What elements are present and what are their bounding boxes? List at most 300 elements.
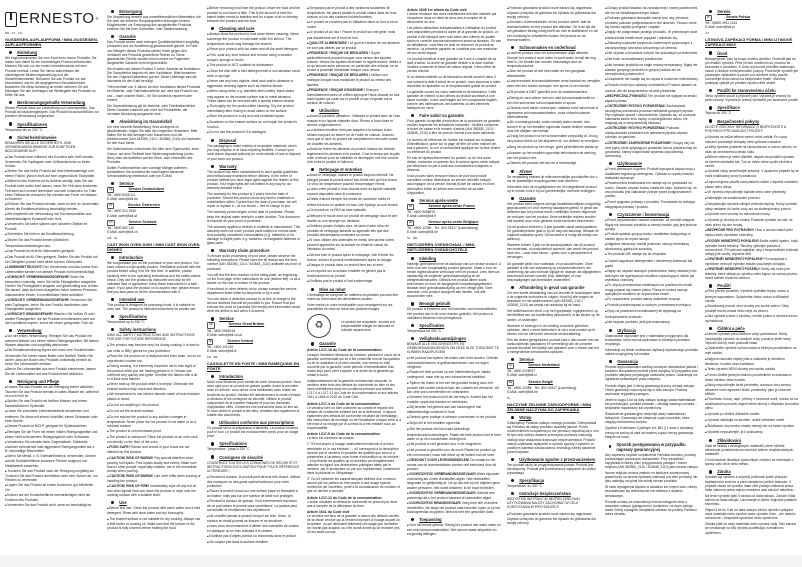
bullet-item: ■ When using metal, e.g. stainless steel cutlery, black stains may appear on the enamel surface due to metal abrasion. These stains can be removed with a special enamel cleaner. — [207, 89, 301, 102]
bullet-item: ■ Pendant la cuisson, le produit peut devenir très chaud. Utilisez des maniques ou des gants spécial barbecue pour votre protection. — [207, 475, 301, 488]
language-codes: DE · AT · CH — [5, 31, 23, 35]
bullet-item: ■ Tento výrobek NENÍ vhodný pro myčku nádobí. — [705, 367, 799, 372]
paragraph: Wanneer binnen 3 jaar na de aankoopdatum van dit product een materiaal- of productiefout optreedt, dan wordt het product door ons – naar onze keuze – gratis voor u gerepareerd of vervangen. — [507, 243, 599, 260]
service-phone: Tel.: 1800 101010 — [207, 344, 234, 349]
column-gb-fr — [207, 6, 301, 561]
heading-warranty: Garantie — [507, 196, 601, 201]
page-bottom-margin — [0, 555, 802, 567]
bullet-item: ■ Gebruik nooit harde voorwerpen, staalwol en/of schurende of agressieve schoonmaakmiddelen, zoals chloorhoudende bleekmiddelen. — [507, 106, 601, 119]
warning-label: OSTROŻNIE! RYZYKO POPARZENIA! — [607, 126, 666, 131]
bullet-item: ■ Produkt może być używany w piekarniku! Produkt ustawić na ruszcie, ale nie bezpośrednio na dnie piekarnika. — [605, 83, 699, 92]
bullet-item: ■ Výrobek po čištění důkladně osušte. — [705, 412, 799, 417]
section-title-cz: LITINOVÁ ZAPÉKACÍ FORMA / MINI LITINOVÉ ZAPÉKACÍ MISY — [705, 37, 793, 47]
warning-item — [407, 491, 501, 500]
warning-item — [705, 228, 799, 237]
bullet-item: ■ Lösen Sie eventuelle Lebensmittelreste einweichen und entfernen Sie diese mit einem Holzlöffel, einem Schwamm oder einer Bürste. — [5, 409, 99, 422]
service-email: E-Mail: owim@lidl.pl — [705, 25, 735, 30]
country-flag-icon: FR — [407, 204, 414, 210]
bullet-item: ■ Verwenden Sie das Produkt nicht, wenn es beschädigt ist. — [5, 503, 99, 508]
bullet-icon — [211, 375, 214, 378]
bullet-item: ■ Rysy na powierzchni emaliowanej nie wpływają na funkcjonowanie produktu. — [605, 309, 699, 318]
bullet-icon — [709, 10, 712, 13]
bullet-item: ■ Trocknen Sie das Produkt nach der Reinigung sorgfältig ab. Trocknen Sie das Produkt unmittelbar nach dem Spülen ab, um Flecken zu vermeiden. — [5, 469, 99, 482]
heading-intended-use: Użytkowanie zgodne z przeznaczeniem — [507, 457, 601, 462]
heading-intro: Úvod — [705, 51, 799, 56]
paragraph: Ce produit sert à la préparation d'aliments. Le produit convient pour le four. Le produit est exclusivement prévu pour un usage privé. — [207, 426, 299, 439]
service-entry — [507, 363, 601, 377]
bullet-icon — [709, 51, 712, 54]
warning-text: Ten produkt nie wpływa na smak i zapach potraw. — [605, 93, 698, 103]
paragraph: To ensure quick processing of your case, please observe the following instructions: Please have the till receipt and the item number (IAN 383380_2110 / 403848_2110) available as proof of purchase. — [207, 254, 301, 271]
bullet-item: ■ Podczas gotowania niezwykle ważne jest, aby pilnować produktu podczas podgrzewania w nim tłuszczu. Tłuszcz może się bardzo szybko przegrzać i zapalić. — [605, 16, 699, 29]
heading-cleaning: Čištění a péče — [705, 326, 799, 331]
bullet-icon — [511, 170, 514, 173]
bullet-item: ■ Nous vous recommandons d'utiliser des ustensiles de cuisine en plastique ou en bois résistant à la chaleur. — [207, 524, 301, 533]
paragraph: Temperatuur tot 330 °C — [407, 328, 442, 333]
article-heading: Article L217-4 du Code de la consommation — [307, 401, 380, 406]
bullet-item: ■ Schneiden Sie nicht in die Emailbeschichtung. — [5, 232, 99, 237]
warning-text: Der Geschmack und das Aroma Ihrer Lebensmittel werden von diesem Produkt nicht beeinträchtigt. — [5, 264, 98, 275]
warning-label: CAUTION! RISK OF BURNS! — [109, 473, 154, 478]
service-name: Service après-vente France — [428, 203, 476, 208]
heading-service: Serwis — [705, 9, 799, 14]
paragraph: BEWAAR ALLE VEILIGHEIDSTIPS EN GEBRUIKSAANWIJZINGEN OM DEZE IN DE TOEKOMST TE KUNNEN RAADPLEGEN! — [407, 341, 499, 354]
warning-item — [5, 265, 99, 274]
bullet-icon — [211, 27, 214, 30]
heading-intended-use: Intended use — [107, 297, 201, 302]
bullet-icon — [609, 329, 612, 332]
service-phone: Tel.: 0800 12089 · Tel.: 800 29317 (Luxembourg) — [407, 226, 479, 231]
section-title-gb: CAST IRON OVEN DISH / MINI CAST IRON OVEN DISHES — [107, 242, 200, 252]
bullet-item: ■ Během vaření je velmi důležité, abyste neopouštěli výrobek, ve kterém zahříváte tuk. Tuk se může velmi rychle přehřát a vznítit. — [705, 155, 799, 168]
paragraph: Záruka platí na vady materiálu nebo výrobní vady. Tato záruka se nevztahuje na díly výrobku podléhající normálnímu opotřebení. — [705, 522, 796, 535]
bullet-item: ■ Zalecamy używanie przyborów kuchennych wykonanych z żaroodpornego tworzywa sztucznego lub drewna. — [605, 41, 699, 50]
bullet-item: ■ Lagern Sie das Produkt an einem trockenen, gut belüfteten Ort. — [5, 483, 99, 492]
paragraph: Objeví-li se do 3 let od data nákupu tohoto výrobku vyskytne vada materiálu nebo výrobní vada, výrobek Vám – dle našeho rozhodnutí – bezplatně opravíme nebo vyměníme. — [705, 508, 796, 521]
bullet-item: ■ Verwarm het product nooit als het leeg is. Anders kan het emaillen oppervlak barsten en verkleuren. — [407, 395, 501, 404]
column-pl-cz — [705, 6, 799, 561]
bullet-icon — [111, 120, 114, 123]
warning-item — [605, 94, 699, 103]
paragraph: L'action résultant du défaut de conformité se prescrit par deux ans à compter de la délivrance du bien. — [307, 499, 398, 508]
bullet-icon — [111, 298, 114, 301]
paragraph: Lorsque l'acheteur demande au vendeur, pendant le cours de la garantie commerciale qui lui a été consentie lors de l'acquisition ou de la réparation d'un bien meuble, une remise en état couverte par la garantie, toute période d'immobilisation d'au moins sept jours vient s'ajouter à la durée de la garantie qui restait à courir. — [307, 352, 401, 377]
paragraph: Die Artikelnummer entnehmen Sie bitte dem Typenschild, einer Gravur, auf dem Titelblatt Ihrer Bedienungsanleitung (unten links) oder als Aufkleber auf der Rück- oder Unterseite des Produkts. — [107, 147, 199, 164]
bullet-item: ■ Pendant la cuisson de graisse, il est extrêmement important de ne pas laisser le produit sans surveillance. La graisse peut surchauffer et s'enflammer très rapidement. — [207, 499, 301, 512]
section-title-de: GUSSEISEN-AUFLAUFFORM / MINI-GUSSEISEN-AUFLAUFFORMEN — [5, 37, 99, 47]
warning-label: PRUDENCE ! RISQUE DE BRÛLURES ! — [309, 50, 371, 55]
heading-use: Use — [107, 500, 201, 505]
bullet-item: ■ Nettoyez le moule avec un produit de nettoyage doux et une lavette ou une éponge non abrasive. — [307, 214, 401, 223]
warning-item — [307, 73, 401, 86]
warning-text: De smaak en het aroma van de levensmiddelen worden niet beïnvloed door dit product. — [407, 457, 497, 472]
bullet-icon — [511, 458, 514, 461]
article-heading: Article L217-12 du Code de la consommation — [307, 495, 382, 500]
warning-label: CAUTION! RISK OF FIRE! — [109, 484, 150, 489]
paragraph: Produkt objęty jest 3-letnią gwarancją liczoną od daty zakupu. Okres gwarancji rozpoczyna się w dniu zakupu. Prosimy zachować oryginalny paragon. — [605, 383, 696, 396]
heading-use: Użytkowanie — [605, 161, 699, 166]
paragraph: Wir beglückwünschen Sie zum Kauf Ihres neuen Produkts. Sie haben sich damit für ein hochwertiges Produkt entschieden. Machen Sie sich vor der ersten Inbetriebnahme mit dem Produkt vertraut. Lesen Sie hierzu aufmerksam die nachfolgende Bedienungsanleitung und die Sicherheitshinweise. Benutzen Sie das Produkt nur wie beschrieben und für die angegebenen Einsatzbereiche. Bewahren Sie diese Anleitung an einem sicheren Ort auf. Händigen Sie alle Unterlagen bei Weitergabe des Produkts an Dritte mit aus. — [5, 56, 97, 98]
heading-disposal: Mise au rebut — [307, 287, 401, 292]
warning-text: Verwenden Sie stets Topflappen, wenn Sie das Produkt handhaben oder Flüssigkeiten ausgießen. — [5, 297, 93, 311]
paragraph: Obal se skládá z ekologických materiálů, které můžete zlikvidovat prostřednictvím místních sběren recyklovatelných materiálů. — [705, 443, 794, 457]
bullet-icon — [609, 360, 612, 363]
recycling-triman-icon: ♻ — [307, 314, 331, 338]
bullet-item: ■ Krassen op het emaillen oppervlak beïnvloeden de werking van het product niet. — [507, 151, 601, 160]
country-flag-icon: PL — [705, 15, 712, 21]
warning-label: OPATRNĚ! NEBEZPEČÍ POPÁLENÍ! — [707, 256, 763, 261]
bullet-item: ■ Droog het product na het schoonmaken zorgvuldig af. Droog het product direct na het afspoelen af, om vlekken te vermijden. — [507, 134, 601, 143]
heading-warranty-claim: Faire valoir sa garantie — [407, 113, 501, 118]
heading-warranty: Gwarancja — [605, 359, 699, 364]
bullet-item: ■ Voordat u levensmiddelen uit het product neemt, laat de levensmiddelen en het product iets afkoelen. Dit is de tijd die het gebakken beslag nodig heeft om zich te stabiliseren en om een luchtlaag te ontwikkelen tussen het product en de levensmiddelen. — [507, 20, 601, 41]
heading-intro: Inleiding — [407, 256, 501, 261]
paragraph: Le vendeur est tenu de la garantie à raison des défauts cachés de la chose vendue qui la rendent impropre à l'usage auquel on la destine, ou qui diminuent tellement cet usage que l'acheteur ne l'aurait pas acquise, ou n'en aurait donné qu'un moindre prix, s'il les avait connus. — [307, 513, 401, 535]
warning-label: OPATRNĚ! NEBEZPEČÍ POŽÁRU! — [707, 267, 760, 272]
heading-disposal: Afvoer — [507, 169, 601, 174]
paragraph: SAVE ALL SAFETY INSTRUCTIONS AND INSTRUCTIONS FOR USE FOR FUTURE REFERENCE! — [107, 333, 195, 342]
paragraph: Świadczenie gwarancyjne obejmuje wady materiałowe i fabryczne. Gwarancja nie obejmuje części produktu, które ulegają normalnemu zużyciu. — [605, 412, 690, 425]
bullet-item: ■ During cooking, it is extremely important not to lose sight of the product while you are heating grease in it. Grease can overheat very quickly and ignite. Smother the flames with a lid or a thick wool blanket. — [107, 364, 201, 381]
warning-text: Wees bijzonder voorzichtig als u hete vloeistoffen afgiet. Giet vloeistoffen langzaam en gelijkmatig af. Let op dat zich bij het afgieten geen andere personen, met name kinderen, in de buurt bevinden. — [407, 472, 500, 490]
bullet-icon — [111, 182, 114, 185]
paragraph: Gratulujemy Państwu zakupu nowego produktu. Zdecydowali się Państwo na zakup produktu wysokiej jakości. Przed uruchomieniem urządzenia po raz pierwszy zapoznaj się z nim. W tym celu należy uważnie przeczytać poniższą instrukcję obsługi oraz wskazówki dotyczące bezpieczeństwa. Produkt należy użytkować wyłącznie w sposób zgodny z opisem i w podanym zakresie zastosowania. Instrukcję należy starannie przechowywać. — [507, 421, 600, 454]
warning-item — [107, 484, 201, 497]
bullet-item: ■ Séchez bien le produit après le nettoyage. Afin d'éviter les taches, séchez le produit immédiatement après le rinçage. — [307, 253, 401, 262]
paragraph: The warranty period begins on the date of purchase. Please keep the original sales receipt in a safe location. This document is required as your proof of purchase. — [207, 210, 300, 223]
paragraph: O možnostech likvidace vysloužilých zařízení se informujte u správy vaší obce nebo města. — [705, 458, 794, 467]
bullet-item: ■ N'utilisez jamais d'objets durs, de laine d'acier et/ou de produits de nettoyage abrasifs ou agressifs tels que des produits blanchissants contenant du chlore. — [307, 224, 401, 237]
heading-warranty-claim: Warranty claim procedure — [207, 248, 301, 253]
bullet-item: ■ Nigdy nie podgrzewać pustego produktu. W przeciwnym razie powierzchnia emalii może popękać i odbarwić się. — [605, 30, 699, 39]
heading-warranty-claim: Abwicklung im Garantiefall — [107, 119, 201, 124]
paragraph: This product is designed for preparing foods. It is suitable for oven use. The product is intended exclusively for private use. — [107, 302, 197, 312]
heading-specs: Specyfikacja — [507, 478, 601, 483]
bullet-item: ■ Stellen Sie das heiße Produkt auf eine hitzebeständige und ebene Fläche, jedoch nicht auf eine ungeschützte Tischplatte. — [5, 169, 99, 178]
heading-intro: Einleitung — [5, 50, 99, 55]
bullet-item: ■ Het product is geschikt voor de oven! Plaats het product op een ovenrooster, maar niet direct op de bodem van de oven. — [407, 448, 501, 457]
paragraph: Sollten Funktionsfehler oder sonstige Mängel auftreten, kontaktieren Sie zunächst die nachfolgend benannte Serviceabteilung telefonisch oder per E-Mail. — [107, 165, 188, 178]
bullet-item: ■ Avant la première utilisation : Nettoyez le produit avec de l'eau chaude et un liquide vaisselle doux. Rincez à l'eau claire et séchez soigneusement. — [307, 114, 401, 127]
bullet-icon — [411, 257, 414, 260]
warning-item — [407, 472, 501, 489]
language-codes: GB · IE — [107, 235, 117, 240]
bullet-icon — [111, 315, 114, 318]
bullet-item: ■ Das Produkt ist nicht für Mikrowellen geeignet. — [5, 249, 99, 254]
bullet-icon — [211, 455, 214, 458]
bullet-item: ■ Dieses Produkt ist NICHT geeignet für Spülmaschinen. — [5, 424, 99, 429]
service-email: E-Mail: owim@lidl.be — [407, 230, 438, 235]
bullet-icon — [609, 213, 612, 216]
warning-text: Zachowywać szczególną ostrożność podczas nalewania gorących płynów. Płyn wylewać powoli i równomiernie. Upewnić się, że podczas nalewania żadne inne osoby, w szczególności dzieci, nie znajdują się w bezpośredniej bliskości. — [605, 103, 696, 126]
bullet-item: ■ This product is NOT suitable for dishwasher. — [207, 63, 301, 68]
bullet-item: ■ Ve výrobku nepoužívejte špičaté nebo ostré předměty. — [705, 190, 799, 195]
warning-label: VOORZICHTIG! BRANDGEVAAR! — [409, 500, 461, 505]
heading-warranty: Warranty — [207, 164, 301, 169]
warning-text: Flavour and aroma of your foods are not affected by this product. — [107, 445, 190, 455]
paragraph: If functional or other defects occur, please contact the service department listed either by telephone or by e-mail. — [207, 286, 297, 295]
heading-intended-use: Beoogd gebruik — [407, 301, 501, 306]
heading-cleaning: Schoonmaken en onderhoud — [507, 45, 601, 50]
paragraph: Dit product is bestemd voor het bereiden van levensmiddelen. Het product kan in de oven worden gebruikt. Het product is uitsluitend bestemd voor privégebruik. — [407, 307, 498, 320]
paragraph: Hartelijk gefeliciteerd met de aankoop van uw nieuwe product. U hebt voor een hoogwaardig product gekozen. Maak u voor de eerste ingebruikname vertrouwd met het product. Lees hiervoor aandachtig de volgende gebruiksaanwijzing en de veiligheidsinstructies. Gebruik het product alleen zoals beschreven en voor de aangegeven toepassingsgebieden. Bewaar deze gebruiksaanwijzing op een veilige plek. Geef, wanneer u het product doorgeeft aan derden, ook alle documenten mee. — [407, 261, 501, 299]
warning-label: PRUDENCE ! RISQUE DE BRÛLURES ! — [309, 73, 371, 78]
heading-specs: Specifications — [107, 314, 201, 319]
warning-text: Wischen Sie heißes Öl oder andere Flüssigkeiten, die am Produkt herunterlaufen oder auf die Kochfläche tropfen, sofort mit einem geeigneten Tuch ab. — [5, 311, 95, 326]
service-phone: Tel.: 0800 010 2536 — [107, 209, 136, 214]
service-entry — [107, 220, 201, 234]
warning-item — [307, 51, 401, 72]
registered-mark: ® — [95, 16, 99, 22]
paragraph: Om een snelle afhandeling van uw verzoek te waarborgen dient u de volgende instructies te volgen: Houd bij alle vragen de kassabon en het artikelnummer (IAN 383380_2110 / 403848_2110) als bewijs van aankoop bij de hand. — [507, 290, 601, 308]
bullet-icon — [9, 122, 12, 125]
bullet-icon — [311, 168, 314, 171]
brand-name: ERNESTO — [18, 10, 95, 28]
warning-label: OSTROŻNIE! RYZYKO POPARZENIA! — [607, 103, 666, 108]
heading-warranty: Garantie — [107, 34, 201, 39]
bullet-icon — [709, 106, 712, 109]
bullet-item: ■ Urządzenie nie nadaje się do użycia w kuchence mikrofalowej. — [605, 77, 699, 82]
bullet-item: ■ Podczas gotowania produkt może bardzo się nagrzewać. Używać uchwytów do garnków lub rękawic do grillowania dla swojej ochrony. — [507, 512, 601, 525]
country-flag-icon: CH — [107, 220, 115, 226]
article-heading: Article 1641 du Code civil — [307, 509, 350, 514]
bullet-item: ■ Verwenden Sie keine spitzen oder scharfen Objekte im Produkt. — [5, 222, 99, 231]
heading-intended-use: Bestimmungsgemäße Verwendung — [5, 100, 99, 105]
service-entry — [407, 204, 501, 218]
heading-disposal: Disposal — [207, 138, 301, 143]
paragraph: Sie erhalten auf dieses Produkt 3 Jahre Garantie ab Kaufdatum. Die Garantiefrist beginnt mit dem Kaufdatum. Bitte bewahren Sie den Original-Kassenbon gut auf. Diese Unterlage wird als Nachweis für den Kauf benötigt. — [107, 66, 201, 84]
warning-label: POZOR! NEBEZPEČÍ POPÁLENÍ! — [707, 238, 759, 243]
heading-specs: Specifikace — [705, 105, 799, 110]
bullet-item: ■ Setzen Sie das Produkt keinen plötzlichen Temperaturschwankungen aus. — [5, 238, 99, 247]
bullet-item: ■ Ne chauffez jamais le produit lorsqu'il est vide. Sinon, la surface en émail pourrait se fissurer et se décolorer. — [207, 514, 301, 523]
bullet-item: ■ La surface émaillée n'est pas adaptée à la cuisson à sec. Utilisez toujours du beurre ou de l'huile de cuisson. Assurez-vous que le fond du produit est complètement recouvert avant de chauffer les aliments. — [307, 128, 401, 145]
bullet-icon — [411, 114, 414, 117]
paragraph: Zgodnie z Kodeksem Cywilnym art. 581 § 1 wraz z wymianą rzeczy na wolną od wad lub ważnej części rzeczy gwarancja biegnie na nowo. — [605, 426, 694, 439]
bullet-icon — [211, 249, 214, 252]
warning-text: Při manipulaci s výrobkem nebo při vylévání tekutin používejte chňapku. — [705, 256, 787, 267]
warning-text: Chuť a aroma vašich jídel nejsou tímto výrobkem ovlivněny. — [705, 228, 793, 238]
warning-item — [605, 126, 699, 139]
heading-safety: Consignes de sécurité — [207, 455, 301, 460]
bullet-icon — [211, 421, 214, 424]
service-entry — [207, 322, 301, 336]
bullet-item: ■ Nechte výrobek před čištěním vždy vychladnout. Nikdy nepotápějte výrobek do studené vody, pokud je ještě horký. Teplotní šok by mohl poškodit smalt. — [705, 332, 799, 345]
paragraph: Le numéro de référence de l'article est indiqué sur la plaque d'identification, gravé sur la page de titre de votre manuel (en bas à gauche), ou sur un autocollant appliqué sur la face arrière ou inférieure du produit. — [407, 137, 501, 154]
heading-cleaning: Czyszczenie i konserwacja — [605, 212, 699, 217]
bullet-item: ■ The enamel surface is not suitable for dry cooking. Always use a little butter or cooking oil. Make sure that the bottom of the product is fully covered before heating the food. — [107, 517, 201, 530]
bullet-icon — [411, 324, 414, 327]
country-flag-icon: AT — [107, 203, 114, 209]
bullet-item: ■ Avant le nettoyage, laissez le produit toujours refroidir. Ne plongez jamais le produit dans l'eau froide tant qu'il est chaud. Le choc de température pourrait endommager l'émail. — [307, 173, 401, 186]
warning-item — [705, 239, 799, 256]
warning-item — [605, 104, 699, 125]
paragraph: La garantie couvre les vices matériels et de fabrication. Cette garantie ne s'étend ni aux pièces du produit soumises à une usure normale, ni aux dommages sur les composants fragiles, comme des interrupteurs, des batteries ou des éléments fabriqués en verre. — [407, 89, 498, 111]
paragraph: Een als defect geregistreerd product kunt u dan samen met uw aankoopbewijs (kassabon) en vermelding van de concrete schade alsmede het tijdstip van optreden voor u franco aan het u meegedeelde serviceadres opsturen. — [507, 337, 600, 355]
bullet-item: ■ Placez le produit chaud sur une surface plane et résistante à la chaleur, mais pas sur une surface de table non protégée. — [207, 489, 301, 498]
bullet-item: ■ N'exposez pas le produit à des variations soudaines de température. Ne placez jamais le produit chaud dans de l'eau chaude ou sur des surfaces froides/humides. — [307, 6, 401, 19]
bullet-item: ■ Horký výrobek postavte na žáruvzdornou a rovnou plochu, ne však na nechráněnou desku stolu. — [705, 145, 799, 154]
warning-label: FOOD SAFE! — [109, 445, 130, 450]
paragraph: The warranty for this product is 3 years from the date of purchase. Should this product show any fault in materials or manufacture within 3 years from the date of purchase, we will repair or replace it – at our choice – free of charge to you. — [207, 192, 297, 209]
bullet-item: ■ Le produit ne convient pas à l'utilisation dans un four à micro-ondes. — [307, 20, 401, 29]
bullet-icon — [311, 342, 314, 345]
warning-item — [605, 141, 699, 158]
bullet-item: ■ Ne coupez pas dans la surface émaillée. — [207, 540, 301, 545]
heading-safety: Bezpečnostní pokyny — [705, 119, 799, 124]
bullet-item: ■ Produkt spłukać gorącą wodą z dodatkiem dostępnego w handlu płynu do mycia naczyń. — [605, 232, 699, 241]
bullet-icon — [9, 329, 12, 332]
bullet-item: ■ Tijdens het koken is het van het grootste belang dat u het product niet zonder toezicht laat, als u daarin vet verwarmt. Vet kan zeer snel oververhitten en ontbranden. — [407, 381, 501, 394]
bullet-item: ■ Le produit va au four ! Placez le produit sur une grille, mais pas directement sur le fond du four. — [307, 30, 401, 39]
bullet-item: ■ Het product kan tijdens het koken zeer heet worden. Gebruik ovenhandschoenen of grillhandschoenen voor uw eigen veiligheid. — [407, 356, 501, 369]
bullet-icon — [709, 327, 712, 330]
bullet-item: ■ Před prvním použitím: Výrobek vyčistěte teplou vodou a jemným saponátem. Opláchněte čistou vodou a důkladně osušte. — [705, 289, 799, 302]
service-entry — [507, 380, 601, 394]
bullet-item: ■ Nejprve namočte zbytky jídla a odstraňte je dřevěnou škrabkou, houbou nebo kartáčem. — [705, 357, 799, 366]
service-entry — [107, 187, 201, 201]
paragraph: L'action résultant des vices rédhibitoires doit être intentée par l'acquéreur dans un délai de deux ans à compter de la découverte du vice. — [407, 12, 497, 25]
heading-intended-use: Utilisation conforme aux prescriptions — [207, 420, 301, 425]
bullet-item: ■ The product may become very hot during cooking. It is best to use mitts or BBQ gloves for your protection. — [107, 343, 201, 352]
bullet-icon — [9, 380, 12, 383]
paragraph: Température : jusqu'à 330 °C — [207, 447, 250, 452]
bullet-item: ■ Thoroughly dry the product after cleaning. Dry the product immediately after rinsing to avoid stains on the surface. — [207, 104, 301, 113]
warning-label: CAUTION! RISK OF BURNS! — [109, 455, 154, 460]
paragraph: Teplota do 330 °C — [705, 111, 732, 116]
warning-label: VORSICHT! VERBRENNUNGSGEFAHR! — [7, 275, 70, 280]
bullet-item: ■ Berg het product op een droge, goed geventileerde plaats op. — [507, 145, 601, 150]
bullet-item: ■ Lassen Sie das Produkt vor der Reinigung immer abkühlen. Tauchen Sie das Produkt niemals in kaltes Wasser ein, während es noch heiß ist. — [5, 385, 99, 398]
warning-label: VORSICHT! BRANDGEFAHR! — [7, 311, 54, 316]
heading-intro: Wstęp — [507, 415, 601, 420]
bullet-item: ■ Vor der ersten Verwendung: Reinigen Sie das Produkt mit warmem Wasser und einem milden Reinigungsmittel. Mit klarem Wasser abspülen und sorgfältig abtrocknen. — [5, 334, 99, 347]
paragraph: Tritt innerhalb von 3 Jahren ab dem Kaufdatum dieses Produkts ein Material- oder Fabrikationsfehler auf, wird das Produkt von uns – nach unserer Wahl – für Sie kostenlos repariert oder ersetzt. — [107, 85, 201, 102]
bullet-item: ■ Výrobek je vhodný do trouby! Postavte výrobek na rošt, ne však přímo na dno trouby. — [705, 218, 799, 227]
bullet-item: ■ Wij bevelen het gebruik aan van keukengerei van hittebestendige kunststof of hout. — [407, 405, 501, 414]
bullet-item: ■ Lavez votre produit à l'eau chaude avec du liquide vaisselle courant disponible dans le commerce. — [307, 187, 401, 196]
warning-text: Soyez particulièrement prudent lorsque vous versez des liquides chauds. Versez les liquides lentement et régulièrement. Veillez à ce qu'aucune autre personne, en particulier des enfants, ne se trouve à proximité immédiate lorsque vous versez. — [307, 50, 401, 73]
paragraph: We congratulate you on the purchase of your new product. You have chosen a high quality product. Familiarise yourself with the product before using it for the first time. In addition, please carefully refer to the operating instructions and the safety advice below. Only use the product as instructed and only for the indicated field of application. Keep these instructions in a safe place. If you pass the product on to anyone else, please ensure that you also pass on all the documentation with it. — [107, 261, 201, 294]
warning-text: Gebruik een pannenlap als u het product hanteert of vloeistoffen afgiet. — [407, 490, 495, 500]
service-entry — [107, 203, 201, 217]
bullet-item: ■ Voor het eerste gebruik: Reinig het product met warm water en een mild schoonmaakmiddel. Met schoon water afspoelen en zorgvuldig afdrogen. — [407, 523, 501, 536]
bullet-item: ■ Kratzer auf der Emailoberfläche beeinträchtigen nicht die Funktion des Produkts. — [5, 493, 99, 502]
bullet-item: ■ Die Emailbeschichtung eignet sich nicht zum Trockenbraten. Verwenden Sie immer etwas Butter oder Bratfett. Stellen Sie sicher, dass der Boden des Produkts vollständig benetzt ist, bevor Sie Lebensmittel erhitzen. — [5, 348, 99, 365]
bullet-item: ■ Before first use: Clean the product with warm water and a mild detergent. Rinse with clear water and dry thoroughly. — [107, 506, 201, 515]
bullet-item: ■ Verwenden Sie niemals harte Gegenstände, Stahlwolle und/oder scheuernde oder aggressive Reinigungsmittel wie z. B. chlorhaltige Bleichmittel. — [5, 440, 99, 453]
paragraph: Produkt wyprodukowano według surowych standardów jakości i poddano skrupulatnej kontroli przed wysyłką. W przypadku wad produktu nabywcy przysługuje ustawowe prawo. Gwarancja nie ogranicza ustawowych praw nabywcy. — [605, 365, 698, 382]
warning-text: Essuyez immédiatement avec un chiffon approprié l'huile chaude ou tout autre liquide qui coule sur le produit ou qui s'égoutte sur la surface de cuisson. — [307, 87, 400, 105]
service-email: E-Mail: owim@lidl.ch — [107, 229, 138, 234]
heading-warranty: Garantie — [307, 341, 401, 346]
paragraph: Si un défaut matériel ou de fabrication devait survenir dans 3 ans suivant la date d'achat de ce produit, nous assurons à notre discrétion la réparation ou le remplacement gratuit du produit. — [407, 75, 501, 88]
bullet-icon — [511, 358, 514, 361]
heading-cleaning: Nettoyage et entretien — [307, 167, 401, 172]
warning-item — [5, 312, 99, 325]
heading-service: Service après-vente — [407, 198, 501, 203]
bullet-item: ■ First, soak any food residue and remove using a wooden scraper, sponge or brush. — [207, 53, 301, 62]
warning-item — [5, 275, 99, 296]
bullet-item: ■ Než vyjmete pokrm z výrobku, nechte pokrm a výrobek trochu vychladnout. — [705, 314, 799, 323]
bullet-icon — [111, 10, 114, 13]
paragraph: BEWAHREN SIE ALLE SICHERHEITS- UND VERWENDUNGSHINWEISE ZUR KÜNFTIGEN BEZUGNAHME AUF! — [5, 140, 76, 153]
bullet-item: ■ Opláchněte výrobek horkou vodou a běžným prostředkem na mytí nádobí. — [705, 346, 799, 355]
warning-item — [107, 445, 201, 454]
language-codes: CZ — [705, 31, 709, 36]
heading-intended-use: Použití ke stanovenému účelu — [705, 88, 799, 93]
column-de — [5, 6, 99, 561]
country-flag-icon: GB — [207, 322, 215, 328]
bullet-icon — [511, 492, 514, 495]
heading-intro: Introduction — [107, 255, 201, 260]
bullet-item: ■ Výrobek není vhodný do mikrovlnné trouby. — [705, 212, 799, 217]
service-entry — [207, 339, 301, 353]
paragraph: Die Verpackung besteht aus umweltfreundlichen Materialien, die Sie über die örtlichen Recyclingstellen entsorgen können. Möglichkeiten zur Entsorgung des ausgedienten Produkts erfahren Sie bei Ihrer Gemeinde- oder Stadtverwaltung. — [107, 15, 201, 32]
paragraph: Na tento výrobek platí 3 záruka od data nákupu. Záruční lhůta začíná od data nákupu. Uschovejte si dobře originální pokladní stvrzenku. — [705, 493, 797, 506]
paragraph: You can return a defective product to us free of charge to the service address that will be provided to you. Ensure that you enclose the proof of purchase (till receipt) and information about what the defect is and when it occurred. — [207, 297, 301, 314]
country-flag-icon: BE — [507, 380, 514, 386]
bullet-item: ■ Si vous utilisez des ustensiles en métal, des taches noires peuvent apparaître sur la surface en émail en raison de l'abrasion du métal. — [307, 238, 401, 251]
service-name: Serwis Polska — [726, 15, 751, 19]
paragraph: Nous vous félicitons pour l'achat de votre nouveau produit. Vous avez opté pour un produit de grande qualité. Avant la première mise en service, vous devez vous familiariser avec toutes les fonctions du produit. Veuillez lire attentivement le mode d'emploi ci-dessous et les consignes de sécurité. Utilisez le produit uniquement de la manière indiquée et pour les domaines d'application cités. Conservez ces instructions dans un lieu sûr. Si vous cédez le produit à des tiers, remettez-leur également la totalité des documents. — [207, 380, 301, 418]
paragraph: Votre mairie ou votre municipalité vous renseignent sur les possibilités de mise au rebut des produits usagés. — [307, 303, 393, 312]
warning-item — [107, 474, 201, 483]
paragraph: Dieses Produkt dient zur Zubereitung von Lebensmitteln. Das Produkt ist backofengeeignet. Das Produkt ist ausschließlich zur privaten Verwendung vorgesehen. — [5, 106, 99, 119]
service-phone: Tel.: 0800 12089 · Tel.: 800 29317 (Luxemburg) — [507, 385, 577, 390]
bullet-icon — [211, 442, 214, 445]
bullet-item: ■ Výrobek se může během vaření velmi zahřát. Pro svou ochranu používejte chňapky nebo grilovací rukavice. — [705, 135, 799, 144]
bullet-item: ■ Výrobek skladujte na suchém, dobře větraném místě. — [705, 418, 799, 423]
heading-safety: Safety instructions — [107, 327, 201, 332]
service-email: E-Mail: owim@lidl.fr — [407, 213, 437, 218]
paragraph: Les pièces détachées indispensables à l'utilisation du produit sont disponibles pendant la durée de la garantie du produit. Le produit a été fabriqué avec soin selon des critères de qualité stricts et contrôlé consciencieusement avant sa livraison. En cas de défaillance, vous êtes en droit de retourner ce produit au vendeur. La présente garantie ne constitue pas une restriction de vos droits légaux. — [407, 26, 501, 55]
service-email: E-Mail: owim@lidl.nl — [507, 373, 537, 378]
service-name: Service Deutschland — [128, 187, 164, 192]
warning-item — [107, 456, 201, 473]
paragraph: Blahopřejeme Vám ke koupi nového výrobku. Rozhodli jste se pro kvalitní výrobek. Před prvním uvedením do provozu se seznamte s výrobkem. K tomu si pozorně přečtěte následující návod k obsluze a bezpečnostní pokyny. Používejte výrobek jen popsaným způsobem a pouze pro uvedené účely použití. Uschovejte tento návod na bezpečném místě. Všechny podklady vydejte při předání výrobku třetí osobě. — [705, 56, 799, 86]
bullet-item: ■ Snijd niet in het emaillen oppervlak. — [407, 421, 501, 426]
bullet-item: ■ Nie narażać produktu na nagłe zmiany temperatury. Nigdy nie stawiać gorącego produktu w gorącej wodzie ani na zimnej/mokrej powierzchni. — [605, 63, 699, 76]
bullet-item: ■ Po użyciu przedmiotów metalowych na powierzchni emalii mogą pojawić się czarne plamy. Plamy te można usunąć specjalnym środkiem do czyszczenia emalii. — [605, 283, 699, 296]
bullet-item: ■ Po czyszczeniu produkt należy dokładnie osuszyć. — [605, 297, 699, 302]
heading-warranty-claim: Afhandeling in geval van garantie — [507, 285, 601, 290]
paragraph: L'emballage se compose de matières recyclables pouvant être mises au rebut dans les déchetteries locales. — [307, 293, 399, 302]
bullet-item: ■ Do not expose the product to any sudden changes in temperature. Never place the hot product in hot water or on a cold/wet surface. — [107, 415, 201, 428]
paragraph: 2° Ou s'il présente les caractéristiques définies d'un commun accord par les parties ou être propre à tout usage spécial recherché par l'acheteur, porté à la connaissance du vendeur et que ce dernier a accepté. — [307, 477, 401, 494]
bullet-item: ■ Smaltovaný povrch není vhodný pro suché vaření. Vždy použijte trochu másla nebo oleje na pečení. — [705, 304, 799, 313]
bullet-item: ■ Wir empfehlen die Verwendung von Küchenutensilien aus hitzebeständigem Kunststoff oder Holz. — [5, 212, 99, 221]
paragraph: Op dit product verleent u 3 jaar garantie vanaf aankoopdatum. De garantieperiode gaat in op de dag van aankoop. Bewaar de originele kassabon goed. Dit document is nodig als bewijs van aankoop. — [507, 224, 599, 242]
service-phone: Tel.: 0800 9056879 — [407, 209, 436, 214]
language-codes: FR · BE — [207, 355, 218, 359]
warning-text: Veeg hete olie of andere vloeistoffen, die langs het product naar beneden lopen of op het kookoppervlak druppelen, direct af met een geschikte doek. — [407, 500, 501, 514]
bullet-icon — [709, 439, 712, 442]
bullet-item: ■ Das Produkt ist für Ofen geeignet. Stellen Sie das Produkt auf ein Ofengitter, jedoch nicht direkt auf den Ofenboden. — [5, 255, 99, 264]
bullet-item: ■ Nigdy nie używać twardych przedmiotów, wełny stalowej i/lub ściernych lub agresywnych środków czyszczących, takich jak wybielacz chlorowy. — [605, 269, 699, 282]
section-title-fr: CASSOLETTE EN FONTE / MINI RAMEQUINS EN FONTE — [207, 361, 300, 371]
bullet-item: ■ Nikdy nepoužívejte tvrdé předměty, ocelovou vlnu a/nebo abrazivní nebo agresivní čisticí prostředky, jako je chlorové bělidlo. — [705, 383, 799, 396]
paragraph: Le bien est conforme au contrat : — [307, 436, 356, 441]
bullet-item: ■ Reinigen Sie die Form mit einem milden Reinigungsmittel und einem nicht scheuernden Reinigungstuch oder Schwamm. — [5, 430, 99, 439]
bullet-icon — [111, 35, 114, 38]
warning-item — [5, 298, 99, 311]
column-pl — [605, 6, 699, 561]
bullet-icon — [511, 286, 514, 289]
paragraph: ULOŽTE VŠECHNY INFORMACE O BEZPEČNOSTI A POKYNECH PRO BUDOUCÍ POUŽITÍ! — [705, 124, 786, 133]
bullet-icon — [411, 337, 414, 340]
warning-label: VOORZICHTIG! VERBRANDINGSGEVAAR! — [409, 472, 476, 477]
